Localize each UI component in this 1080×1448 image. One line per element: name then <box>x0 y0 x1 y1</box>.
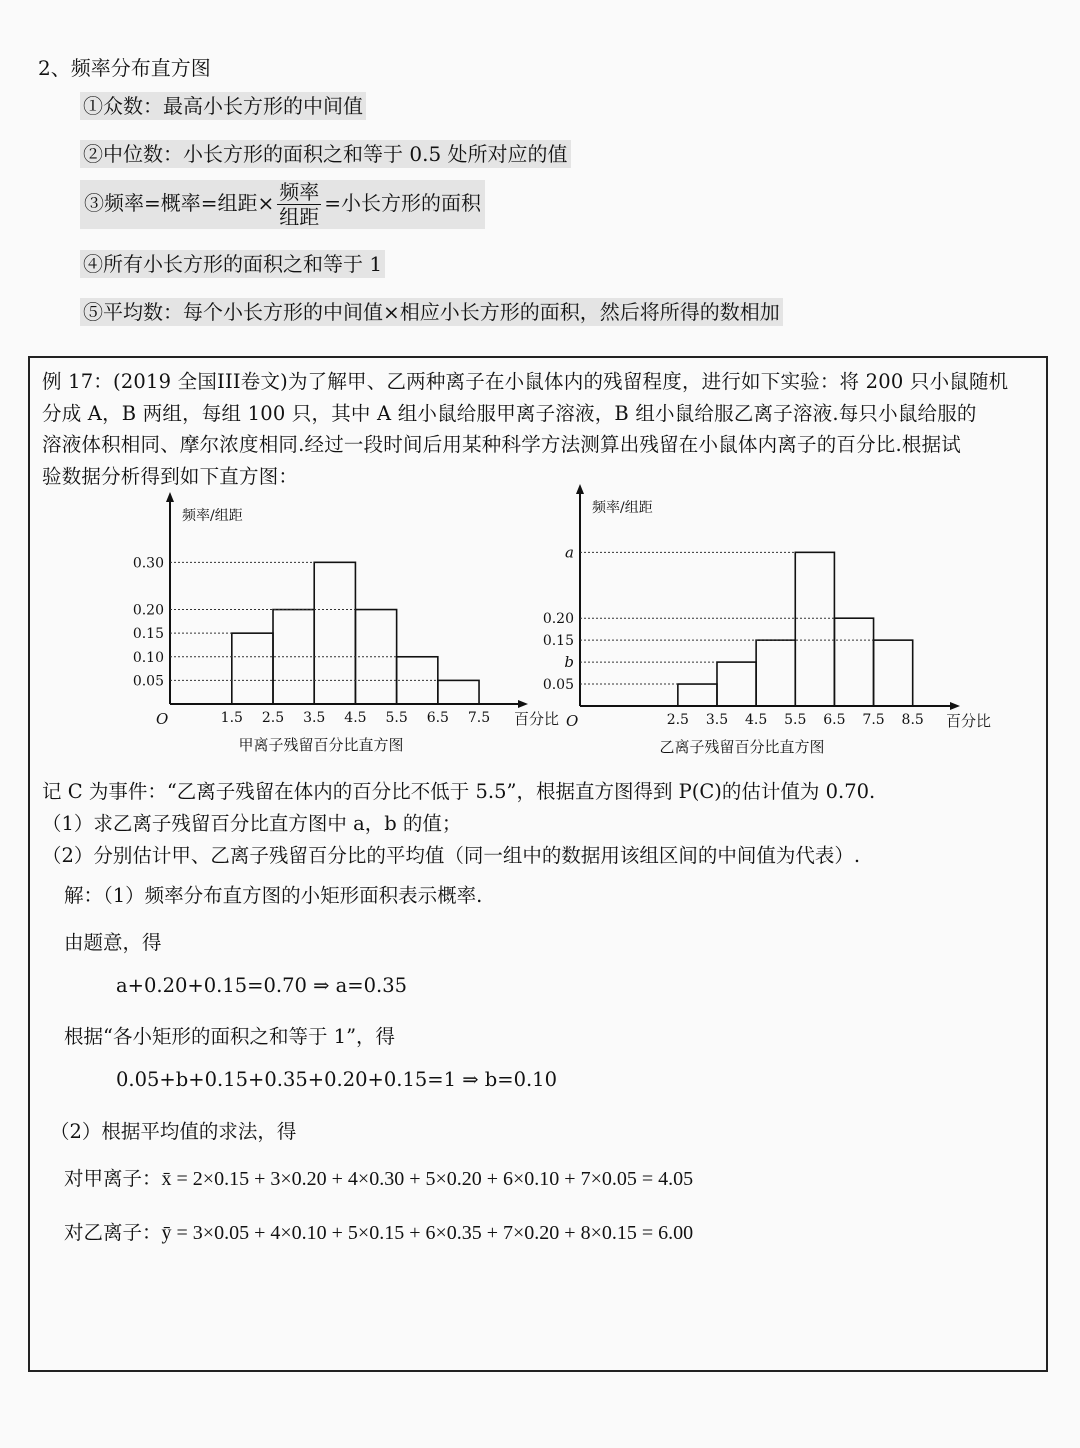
item-area-sum: ④所有小长方形的面积之和等于 1 <box>80 248 385 277</box>
solution-intro: 解：（1）频率分布直方图的小矩形面积表示概率. <box>64 884 483 907</box>
question-event: 记 C 为事件：“乙离子残留在体内的百分比不低于 5.5”，根据直方图得到 P(C)的估计值为 0.70. <box>42 780 876 803</box>
x-axis-label: 百分比 <box>946 712 992 730</box>
x-tick-label: 3.5 <box>705 712 729 728</box>
y-axis-label: 频率/组距 <box>182 508 243 524</box>
origin-label: O <box>156 710 169 728</box>
histogram-bar <box>678 684 717 706</box>
item-mode: ①众数：最高小长方形的中间值 <box>80 90 366 119</box>
y-axis-label: 频率/组距 <box>592 500 653 516</box>
example-line: 溶液体积相同、摩尔浓度相同.经过一段时间后用某种科学方法测算出残留在小鼠体内离子的百分比.根据试 <box>42 433 961 456</box>
equation-a: a+0.20+0.15=0.70 ⇒ a=0.35 <box>116 974 408 997</box>
mean-yi-formula: ȳ = 3×0.05 + 4×0.10 + 5×0.15 + 6×0.35 + 7×0.20 + 8×0.15 = 6.00 <box>161 1222 694 1244</box>
mean-jia-formula: x̄ = 2×0.15 + 3×0.20 + 4×0.30 + 5×0.20 + 6×0.10 + 7×0.05 = 4.05 <box>161 1168 694 1190</box>
question-2: （2）分别估计甲、乙离子残留百分比的平均值（同一组中的数据用该组区间的中间值为代表）. <box>42 844 861 867</box>
equation-b: 0.05+b+0.15+0.35+0.20+0.15=1 ⇒ b=0.10 <box>116 1068 557 1091</box>
y-tick-label: 0.05 <box>132 673 164 690</box>
histogram-bar <box>717 662 756 706</box>
example-line: 例 17：(2019 全国III卷文)为了解甲、乙两种离子在小鼠体内的残留程度，进行如下实验：将 200 只小鼠随机 <box>42 370 1009 393</box>
item-mean: ⑤平均数：每个小长方形的中间值×相应小长方形的面积，然后将所得的数相加 <box>80 296 783 325</box>
solution-line-2: 由题意，得 <box>64 931 162 954</box>
histogram-jia <box>120 506 560 756</box>
y-tick-label: 0.20 <box>542 611 574 628</box>
x-tick-label: 6.5 <box>823 712 846 728</box>
y-tick-label: b <box>564 653 574 672</box>
item-median: ②中位数：小长方形的面积之和等于 0.5 处所对应的值 <box>80 138 571 167</box>
y-tick-label: 0.30 <box>132 555 164 572</box>
x-tick-label: 6.5 <box>426 710 449 726</box>
x-axis-arrow <box>518 700 528 708</box>
y-tick-label: 0.20 <box>132 602 164 619</box>
histogram-bar <box>874 640 913 706</box>
x-tick-label: 5.5 <box>784 712 807 728</box>
example-text <box>42 366 1038 492</box>
x-tick-label: 5.5 <box>385 710 408 726</box>
x-tick-label: 2.5 <box>666 712 689 728</box>
x-tick-label: 8.5 <box>901 712 924 728</box>
y-tick-label: 0.15 <box>542 633 574 650</box>
x-axis-label: 百分比 <box>514 710 560 728</box>
histogram-bar <box>795 552 834 706</box>
x-tick-label: 3.5 <box>303 710 326 726</box>
histogram-bar <box>232 633 273 704</box>
mean-yi-label: 对乙离子： <box>64 1221 162 1244</box>
chart-title: 甲离子残留百分比直方图 <box>238 736 404 754</box>
item-frequency: ③频率=概率=组距× $\frac{\text{频率}}{\text{组距}}$ =小长方形的面积 <box>80 180 485 229</box>
x-tick-label: 1.5 <box>220 710 243 726</box>
mean-jia <box>64 1163 693 1191</box>
solution-line-4: 根据“各小矩形的面积之和等于 1”，得 <box>64 1025 396 1048</box>
y-tick-label: 0.15 <box>132 626 164 643</box>
histogram-bar <box>834 618 873 706</box>
question-1: （1）求乙离子残留百分比直方图中 a，b 的值； <box>42 812 462 835</box>
histogram-bar <box>756 640 795 706</box>
x-axis-arrow <box>950 702 960 710</box>
y-tick-label: 0.10 <box>132 649 164 666</box>
example-line: 分成 A，B 两组，每组 100 只，其中 A 组小鼠给服甲离子溶液，B 组小鼠给服乙离子溶液.每只小鼠给服的 <box>42 401 977 425</box>
example-line: 验数据分析得到如下直方图： <box>42 464 299 488</box>
mean-jia-label: 对甲离子： <box>64 1167 162 1190</box>
mean-yi <box>64 1217 693 1245</box>
x-tick-label: 7.5 <box>467 710 491 726</box>
solution-line-6: （2）根据平均值的求法，得 <box>50 1120 297 1143</box>
y-tick-label: 0.05 <box>542 677 574 694</box>
x-tick-label: 4.5 <box>744 712 768 728</box>
histogram-bar <box>438 680 479 704</box>
y-tick-label: a <box>565 543 574 562</box>
chart-title: 乙离子残留百分比直方图 <box>659 738 825 756</box>
x-tick-label: 4.5 <box>344 710 367 726</box>
section-heading: 2、频率分布直方图 <box>38 56 211 80</box>
histogram-bar <box>314 562 355 704</box>
x-tick-label: 7.5 <box>862 712 885 728</box>
origin-label: O <box>566 712 579 730</box>
x-tick-label: 2.5 <box>261 710 285 726</box>
histogram-yi <box>540 500 992 756</box>
